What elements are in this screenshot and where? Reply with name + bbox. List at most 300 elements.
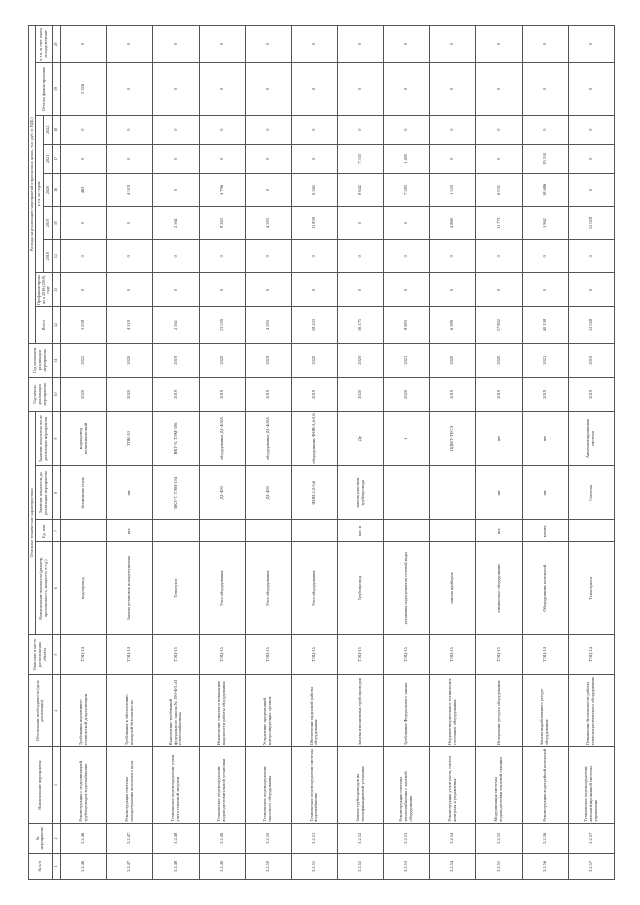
cell-cost-2022: 0 bbox=[522, 115, 568, 144]
column-number: 14 bbox=[52, 240, 61, 273]
cell-tech-parameter: Замена установок пожаротушения bbox=[107, 542, 153, 634]
cell-incl-extra: 0 bbox=[107, 26, 153, 63]
cell-profinanced: 0 bbox=[107, 273, 153, 307]
cell-activity-code: 3.2.46 bbox=[61, 823, 107, 853]
header-costs-group: Расходы на реализацию мероприятий в прогнозных ценах, тыс. руб. (с НДС) bbox=[29, 26, 36, 344]
cell-cost-2019: 11 771 bbox=[476, 207, 522, 240]
cell-activity-code: 3.2.49 bbox=[199, 823, 245, 853]
cell-justification: Выполнение требований федерального закона № 190-ФЗ «О теплоснабжении» bbox=[153, 675, 199, 747]
cell-value-before bbox=[384, 466, 430, 520]
cell-location: ТЭЦ-15 bbox=[153, 634, 199, 674]
header-total: Всего bbox=[36, 307, 52, 343]
cell-value-before: шт bbox=[522, 466, 568, 520]
cell-cost-2021: 0 bbox=[153, 144, 199, 173]
cell-location: ТЭЦ-15 bbox=[430, 634, 476, 674]
cell-activity-code: 3.2.53 bbox=[384, 823, 430, 853]
cell-location: ТЭЦ-14 bbox=[568, 634, 614, 674]
cell-justification: Требования Федерального закона bbox=[384, 675, 430, 747]
cell-activity-name: Техническое перевооружение системы водоснабжения bbox=[291, 747, 337, 823]
table-row bbox=[61, 26, 107, 880]
cell-cost-2018: 0 bbox=[291, 240, 337, 273]
cell-remaining-funding: 0 bbox=[384, 63, 430, 115]
cell-value-after: оборудование ФОВ-3,4-0,6 bbox=[291, 411, 337, 465]
cell-year-end: 2019 bbox=[153, 343, 199, 377]
cell-location: ТЭЦ-15 bbox=[245, 634, 291, 674]
cell-cost-2019: 2 561 bbox=[153, 207, 199, 240]
header-year: 2018 bbox=[44, 240, 52, 273]
cell-row-number: 3.2.50 bbox=[245, 853, 291, 879]
table-row bbox=[199, 26, 245, 880]
cell-justification: Устранение предписаний контролирующих органов bbox=[245, 675, 291, 747]
cell-year-end: 2020 bbox=[291, 343, 337, 377]
cell-cost-total: 6 389 bbox=[430, 307, 476, 343]
cell-tech-parameter: замена приборов bbox=[430, 542, 476, 634]
cell-cost-total: 17 802 bbox=[476, 307, 522, 343]
cell-value-after: шт bbox=[476, 411, 522, 465]
cell-cost-2021: 0 bbox=[291, 144, 337, 173]
cell-cost-2022: 0 bbox=[245, 115, 291, 144]
column-number: 15 bbox=[52, 207, 61, 240]
cell-cost-2020: 0 bbox=[245, 173, 291, 206]
cell-unit bbox=[61, 520, 107, 542]
header-year-start: Год начала реализации мероприятия bbox=[29, 377, 53, 411]
cell-cost-2019: 8 263 bbox=[199, 207, 245, 240]
header-activity-no: № мероприятия bbox=[29, 823, 53, 853]
cell-justification: Повышение безопасности работы теплоэнергетического оборудования bbox=[568, 675, 614, 747]
cell-cost-2019: 0 bbox=[61, 207, 107, 240]
cell-year-end: 2022 bbox=[61, 343, 107, 377]
cell-unit bbox=[245, 520, 291, 542]
cell-cost-2021: 0 bbox=[245, 144, 291, 173]
header-tech-group: Основные технические характеристики bbox=[29, 411, 36, 634]
cell-activity-code: 3.2.56 bbox=[522, 823, 568, 853]
cell-row-number: 3.2.56 bbox=[522, 853, 568, 879]
column-number: 19 bbox=[52, 63, 61, 115]
cell-profinanced: 0 bbox=[199, 273, 245, 307]
cell-row-number: 3.2.55 bbox=[476, 853, 522, 879]
header-unit: Ед. изм. bbox=[36, 520, 52, 542]
header-location: Описание и место расположения объекта bbox=[29, 634, 53, 674]
cell-activity-name: Модернизация системы водоподготовки тепловой станции bbox=[476, 747, 522, 823]
cell-cost-2021: 0 bbox=[568, 144, 614, 173]
cell-cost-2021: 19 510 bbox=[522, 144, 568, 173]
cell-incl-extra: 0 bbox=[153, 26, 199, 63]
header-incl-by-year: в т.ч. по годам bbox=[36, 115, 44, 273]
cell-profinanced: 0 bbox=[153, 273, 199, 307]
column-number: 13 bbox=[52, 273, 61, 307]
cell-cost-2018: 0 bbox=[107, 240, 153, 273]
cell-cost-2021: 0 bbox=[430, 144, 476, 173]
cell-remaining-funding: 0 bbox=[430, 63, 476, 115]
cell-value-after: Ду bbox=[338, 411, 384, 465]
cell-tech-parameter: Трубопровод bbox=[338, 542, 384, 634]
column-number: 3 bbox=[52, 747, 61, 823]
cell-row-number: 3.2.53 bbox=[384, 853, 430, 879]
cell-activity-code: 3.2.48 bbox=[153, 823, 199, 853]
cell-tech-parameter: Узел оборудования bbox=[199, 542, 245, 634]
cell-profinanced: 0 bbox=[522, 273, 568, 307]
cell-activity-code: 3.2.54 bbox=[430, 823, 476, 853]
cell-profinanced: 0 bbox=[384, 273, 430, 307]
header-year-end: Год окончания реализации мероприятия bbox=[29, 343, 53, 377]
cell-cost-2020: 0 bbox=[568, 173, 614, 206]
cell-remaining-funding: 0 bbox=[522, 63, 568, 115]
cell-justification: Исчерпание ресурса оборудования bbox=[476, 675, 522, 747]
cell-activity-name: Реконструкция системы теплоснабжения с заменой оборудования bbox=[384, 747, 430, 823]
cell-cost-total: 12 028 bbox=[568, 307, 614, 343]
cell-cost-total: 3 058 bbox=[61, 307, 107, 343]
cell-year-end: 2021 bbox=[522, 343, 568, 377]
table-row bbox=[568, 26, 614, 880]
cell-justification: Требования нормативно-технической документации bbox=[61, 675, 107, 747]
table-row bbox=[430, 26, 476, 880]
cell-cost-2022: 0 bbox=[476, 115, 522, 144]
cell-cost-2022: 0 bbox=[199, 115, 245, 144]
cell-year-end: 2019 bbox=[568, 343, 614, 377]
table-row bbox=[153, 26, 199, 880]
cell-unit bbox=[430, 520, 476, 542]
cell-cost-2019: 4 869 bbox=[430, 207, 476, 240]
column-number: 7 bbox=[52, 520, 61, 542]
cell-unit bbox=[568, 520, 614, 542]
cell-activity-name: Техническое перевооружение насосного оборудования bbox=[245, 747, 291, 823]
column-number-row bbox=[52, 26, 61, 880]
cell-activity-name: Замена трубопроводов на теплофикационной установке bbox=[338, 747, 384, 823]
cell-activity-name: Реконструкция водогрейной котельной bbox=[522, 747, 568, 823]
cell-row-number: 3.2.51 bbox=[291, 853, 337, 879]
header-profinanced: Профинансировано к 2018 (2019) году bbox=[36, 273, 52, 307]
cell-activity-name: Техническое перевооружение водоподготовительной установки bbox=[199, 747, 245, 823]
cell-row-number: 3.2.48 bbox=[153, 853, 199, 879]
cell-year-start: 2019 bbox=[522, 377, 568, 411]
cell-tech-parameter: Теплотрасса bbox=[568, 542, 614, 634]
cell-incl-extra: 0 bbox=[384, 26, 430, 63]
cell-cost-2020: 6 031 bbox=[476, 173, 522, 206]
cell-tech-parameter: Теплоузел bbox=[153, 542, 199, 634]
rotated-document-page bbox=[28, 25, 613, 880]
cell-justification: Замена изношенных трубопроводов bbox=[338, 675, 384, 747]
cell-cost-2019: 0 bbox=[384, 207, 430, 240]
cell-value-after: оборудование Д1-400А bbox=[199, 411, 245, 465]
cell-unit bbox=[384, 520, 430, 542]
cell-profinanced: 0 bbox=[291, 273, 337, 307]
cell-unit bbox=[199, 520, 245, 542]
header-tech-name: Наименование показателя (диаметр, протяженность, мощность и т.д.) bbox=[36, 542, 52, 634]
cell-justification: Замена выработавшего ресурс оборудования bbox=[522, 675, 568, 747]
cell-activity-code: 3.2.51 bbox=[291, 823, 337, 853]
cell-year-start: 2020 bbox=[338, 377, 384, 411]
cell-activity-code: 3.2.55 bbox=[476, 823, 522, 853]
cell-cost-2019: 0 bbox=[338, 207, 384, 240]
header-year: 2019 bbox=[44, 207, 52, 240]
cell-activity-name: Реконструкция системы пожаротушения котельного цеха bbox=[107, 747, 153, 823]
header-value-after: Значение показателя после реализации мероприятия bbox=[36, 411, 52, 465]
cell-cost-2020: 0 bbox=[153, 173, 199, 206]
cell-value-before: Система bbox=[568, 466, 614, 520]
cell-cost-2020: 463 bbox=[61, 173, 107, 206]
column-number: 11 bbox=[52, 343, 61, 377]
cell-location: ТЭЦ-15 bbox=[384, 634, 430, 674]
cell-value-before: Д1-400 bbox=[245, 466, 291, 520]
cell-cost-2022: 0 bbox=[384, 115, 430, 144]
cell-remaining-funding: 0 bbox=[153, 63, 199, 115]
cell-cost-2020: 4 796 bbox=[199, 173, 245, 206]
column-number: 2 bbox=[52, 823, 61, 853]
column-number: 5 bbox=[52, 634, 61, 674]
cell-cost-2019: 4 593 bbox=[245, 207, 291, 240]
cell-unit: пог. м bbox=[338, 520, 384, 542]
cell-cost-2018: 0 bbox=[522, 240, 568, 273]
cell-cost-2020: 7 583 bbox=[384, 173, 430, 206]
cell-profinanced: 0 bbox=[338, 273, 384, 307]
header-year: 2022 bbox=[44, 115, 52, 144]
cell-year-start: 2020 bbox=[384, 377, 430, 411]
cell-tech-parameter: Оборудование котельной bbox=[522, 542, 568, 634]
header-value-before: Значение показателя до реализации мероприятия bbox=[36, 466, 52, 520]
cell-incl-extra: 0 bbox=[245, 26, 291, 63]
column-number: 17 bbox=[52, 144, 61, 173]
cell-year-end: 2020 bbox=[107, 343, 153, 377]
cell-cost-2021: 0 bbox=[61, 144, 107, 173]
cell-incl-extra: 0 bbox=[291, 26, 337, 63]
cell-cost-2021: 0 bbox=[199, 144, 245, 173]
cell-cost-2021: 0 bbox=[476, 144, 522, 173]
cell-incl-extra: 0 bbox=[476, 26, 522, 63]
header-remaining-funding: Остаток финансирования bbox=[36, 63, 52, 115]
cell-value-before: замена участков трубопровода bbox=[338, 466, 384, 520]
cell-row-number: 3.2.46 bbox=[61, 853, 107, 879]
cell-year-start: 2019 bbox=[568, 377, 614, 411]
cell-value-before: шт bbox=[107, 466, 153, 520]
cell-value-after: ТПК-10 bbox=[107, 411, 153, 465]
cell-year-end: 2020 bbox=[338, 343, 384, 377]
cell-year-end: 2019 bbox=[245, 343, 291, 377]
cell-cost-2020: 18 686 bbox=[522, 173, 568, 206]
cell-year-end: 2020 bbox=[430, 343, 476, 377]
column-number: 16 bbox=[52, 173, 61, 206]
cell-cost-2021: 7 533 bbox=[338, 144, 384, 173]
cell-cost-2018: 0 bbox=[338, 240, 384, 273]
cell-cost-2021: 0 bbox=[107, 144, 153, 173]
cell-value-after: оборудование Д1-400А bbox=[245, 411, 291, 465]
cell-location: ТЭЦ-14 bbox=[522, 634, 568, 674]
column-number: 8 bbox=[52, 466, 61, 520]
cell-activity-name: Техническое перевооружение автоматизированной системы управления bbox=[568, 747, 614, 823]
cell-remaining-funding: 0 bbox=[568, 63, 614, 115]
cell-remaining-funding: 0 bbox=[245, 63, 291, 115]
header-year: 2021 bbox=[44, 144, 52, 173]
cell-value-after: ПДМТ-ТЕСЭ bbox=[430, 411, 476, 465]
cell-unit bbox=[291, 520, 337, 542]
cell-cost-2022: 0 bbox=[338, 115, 384, 144]
column-number: 20 bbox=[52, 26, 61, 63]
table-row bbox=[476, 26, 522, 880]
cell-activity-code: 3.2.57 bbox=[568, 823, 614, 853]
cell-remaining-funding: 0 bbox=[338, 63, 384, 115]
cell-cost-2018: 0 bbox=[153, 240, 199, 273]
header-justification: Обоснование необходимости (цель реализации) bbox=[29, 675, 53, 747]
cell-year-end: 2020 bbox=[199, 343, 245, 377]
cell-year-end: 2020 bbox=[476, 343, 522, 377]
cell-incl-extra: 0 bbox=[568, 26, 614, 63]
cell-value-after: ВКТ-9, ТЭМ-106 bbox=[153, 411, 199, 465]
cell-justification: Исключение отказов и повышение надежности работы оборудования bbox=[199, 675, 245, 747]
cell-cost-total: 16 175 bbox=[338, 307, 384, 343]
header-activity-name: Наименование мероприятия bbox=[29, 747, 53, 823]
cell-cost-2022: 0 bbox=[291, 115, 337, 144]
cell-value-after: водопровод полиэтиленовый bbox=[61, 411, 107, 465]
cell-cost-2019: 12 028 bbox=[568, 207, 614, 240]
cell-cost-2020: 1 520 bbox=[430, 173, 476, 206]
cell-row-number: 3.2.52 bbox=[338, 853, 384, 879]
cell-value-after: Автоматизированная система bbox=[568, 411, 614, 465]
cell-cost-total: 8 983 bbox=[384, 307, 430, 343]
cell-incl-extra: 0 bbox=[199, 26, 245, 63]
cell-activity-name: Реконструкция узлов учета, систем контроля и управления bbox=[430, 747, 476, 823]
column-number: 12 bbox=[52, 307, 61, 343]
cell-year-start: 2019 bbox=[199, 377, 245, 411]
cell-year-start: 2019 bbox=[476, 377, 522, 411]
cell-value-after: шт bbox=[522, 411, 568, 465]
cell-cost-2020: 6 365 bbox=[291, 173, 337, 206]
cell-year-start: 2019 bbox=[153, 377, 199, 411]
table-row bbox=[291, 26, 337, 880]
cell-location: ТЭЦ-14 bbox=[107, 634, 153, 674]
column-number: 1 bbox=[52, 853, 61, 879]
cell-cost-2018: 0 bbox=[476, 240, 522, 273]
cell-cost-2018: 0 bbox=[430, 240, 476, 273]
table-row bbox=[384, 26, 430, 880]
cell-tech-parameter: водопровод bbox=[61, 542, 107, 634]
cell-row-number: 3.2.49 bbox=[199, 853, 245, 879]
cell-location: ТЭЦ-15 bbox=[199, 634, 245, 674]
cell-year-start: 2019 bbox=[291, 377, 337, 411]
cell-remaining-funding: 0 bbox=[199, 63, 245, 115]
table-row bbox=[107, 26, 153, 880]
cell-year-start: 2019 bbox=[245, 377, 291, 411]
cell-profinanced: 0 bbox=[245, 273, 291, 307]
cell-remaining-funding: 3 326 bbox=[61, 63, 107, 115]
cell-tech-parameter: Узел оборудования bbox=[291, 542, 337, 634]
cell-remaining-funding: 0 bbox=[291, 63, 337, 115]
cell-activity-name: Реконструкция с модернизацией трубопроводов водоснабжения bbox=[61, 747, 107, 823]
cell-cost-2021: 1 400 bbox=[384, 144, 430, 173]
table-row bbox=[338, 26, 384, 880]
cell-cost-total: 4 593 bbox=[245, 307, 291, 343]
cell-justification: Обеспечение надежной работы оборудования bbox=[291, 675, 337, 747]
cell-row-number: 3.2.47 bbox=[107, 853, 153, 879]
column-number: 6 bbox=[52, 542, 61, 634]
cell-cost-total: 40 158 bbox=[522, 307, 568, 343]
cell-cost-2018: 0 bbox=[199, 240, 245, 273]
cell-cost-2018: 0 bbox=[245, 240, 291, 273]
cell-tech-parameter: химическое оборудование bbox=[476, 542, 522, 634]
cell-cost-2018: 0 bbox=[61, 240, 107, 273]
column-number: 10 bbox=[52, 377, 61, 411]
column-number: 9 bbox=[52, 411, 61, 465]
cell-profinanced: 0 bbox=[568, 273, 614, 307]
cell-unit: шт. bbox=[107, 520, 153, 542]
cell-location: ТЭЦ-15 bbox=[291, 634, 337, 674]
cell-incl-extra: 0 bbox=[430, 26, 476, 63]
column-number: 4 bbox=[52, 675, 61, 747]
cell-justification: Требования к обеспечению пожарной безопасности bbox=[107, 675, 153, 747]
cell-value-after: 1 bbox=[384, 411, 430, 465]
cell-cost-2020: 8 642 bbox=[338, 173, 384, 206]
cell-value-before: бесшовная сталь bbox=[61, 466, 107, 520]
table-row bbox=[245, 26, 291, 880]
cell-value-before: ВКТ-7, ТЭМ-104 bbox=[153, 466, 199, 520]
cell-cost-2019: 1 962 bbox=[522, 207, 568, 240]
cell-cost-2022: 0 bbox=[430, 115, 476, 144]
cell-cost-total: 2 561 bbox=[153, 307, 199, 343]
cell-year-end: 2021 bbox=[384, 343, 430, 377]
column-number: 18 bbox=[52, 115, 61, 144]
header-incl-extra: в т.ч. за счет платы за подключение bbox=[36, 26, 52, 63]
cell-incl-extra: 0 bbox=[522, 26, 568, 63]
cell-tech-parameter: Узел оборудования bbox=[245, 542, 291, 634]
cell-cost-2018: 0 bbox=[384, 240, 430, 273]
header-row-no: № п/п bbox=[29, 853, 53, 879]
cell-value-before: Д1-400 bbox=[199, 466, 245, 520]
cell-profinanced: 0 bbox=[430, 273, 476, 307]
cell-unit: компл. bbox=[522, 520, 568, 542]
table-header bbox=[29, 26, 53, 880]
cell-location: ТЭЦ-15 bbox=[338, 634, 384, 674]
cell-cost-2022: 0 bbox=[568, 115, 614, 144]
header-year: 2020 bbox=[44, 173, 52, 206]
cell-cost-2022: 0 bbox=[153, 115, 199, 144]
cell-row-number: 3.2.57 bbox=[568, 853, 614, 879]
cell-cost-2020: 4 519 bbox=[107, 173, 153, 206]
cell-cost-2022: 0 bbox=[61, 115, 107, 144]
cell-value-before bbox=[430, 466, 476, 520]
cell-cost-2022: 0 bbox=[107, 115, 153, 144]
cell-cost-total: 13 059 bbox=[199, 307, 245, 343]
investment-program-table bbox=[28, 25, 615, 880]
cell-location: ТЭЦ-14 bbox=[61, 634, 107, 674]
cell-cost-2019: 11 858 bbox=[291, 207, 337, 240]
cell-profinanced: 0 bbox=[61, 273, 107, 307]
cell-incl-extra: 0 bbox=[338, 26, 384, 63]
cell-year-start: 2020 bbox=[107, 377, 153, 411]
cell-incl-extra: 0 bbox=[61, 26, 107, 63]
cell-tech-parameter: установка подогревателя сетевой воды bbox=[384, 542, 430, 634]
cell-value-before: шт bbox=[476, 466, 522, 520]
cell-year-start: 2019 bbox=[430, 377, 476, 411]
table-row bbox=[522, 26, 568, 880]
cell-cost-total: 18 223 bbox=[291, 307, 337, 343]
cell-row-number: 3.2.54 bbox=[430, 853, 476, 879]
cell-activity-code: 3.2.50 bbox=[245, 823, 291, 853]
cell-remaining-funding: 0 bbox=[476, 63, 522, 115]
cell-unit: шт. bbox=[476, 520, 522, 542]
cell-activity-code: 3.2.47 bbox=[107, 823, 153, 853]
table-body bbox=[52, 26, 614, 880]
cell-unit bbox=[153, 520, 199, 542]
cell-activity-code: 3.2.52 bbox=[338, 823, 384, 853]
cell-cost-total: 4 519 bbox=[107, 307, 153, 343]
cell-activity-name: Техническое перевооружение узлов учета тепловой энергии bbox=[153, 747, 199, 823]
cell-profinanced: 0 bbox=[476, 273, 522, 307]
cell-location: ТЭЦ-15 bbox=[476, 634, 522, 674]
cell-value-before: ФОВ-2,0-0,6 bbox=[291, 466, 337, 520]
cell-justification: Неудовлетворительное техническое состояние оборудования bbox=[430, 675, 476, 747]
cell-cost-2019: 0 bbox=[107, 207, 153, 240]
cell-remaining-funding: 0 bbox=[107, 63, 153, 115]
cell-year-start: 2020 bbox=[61, 377, 107, 411]
cell-cost-2018: 0 bbox=[568, 240, 614, 273]
